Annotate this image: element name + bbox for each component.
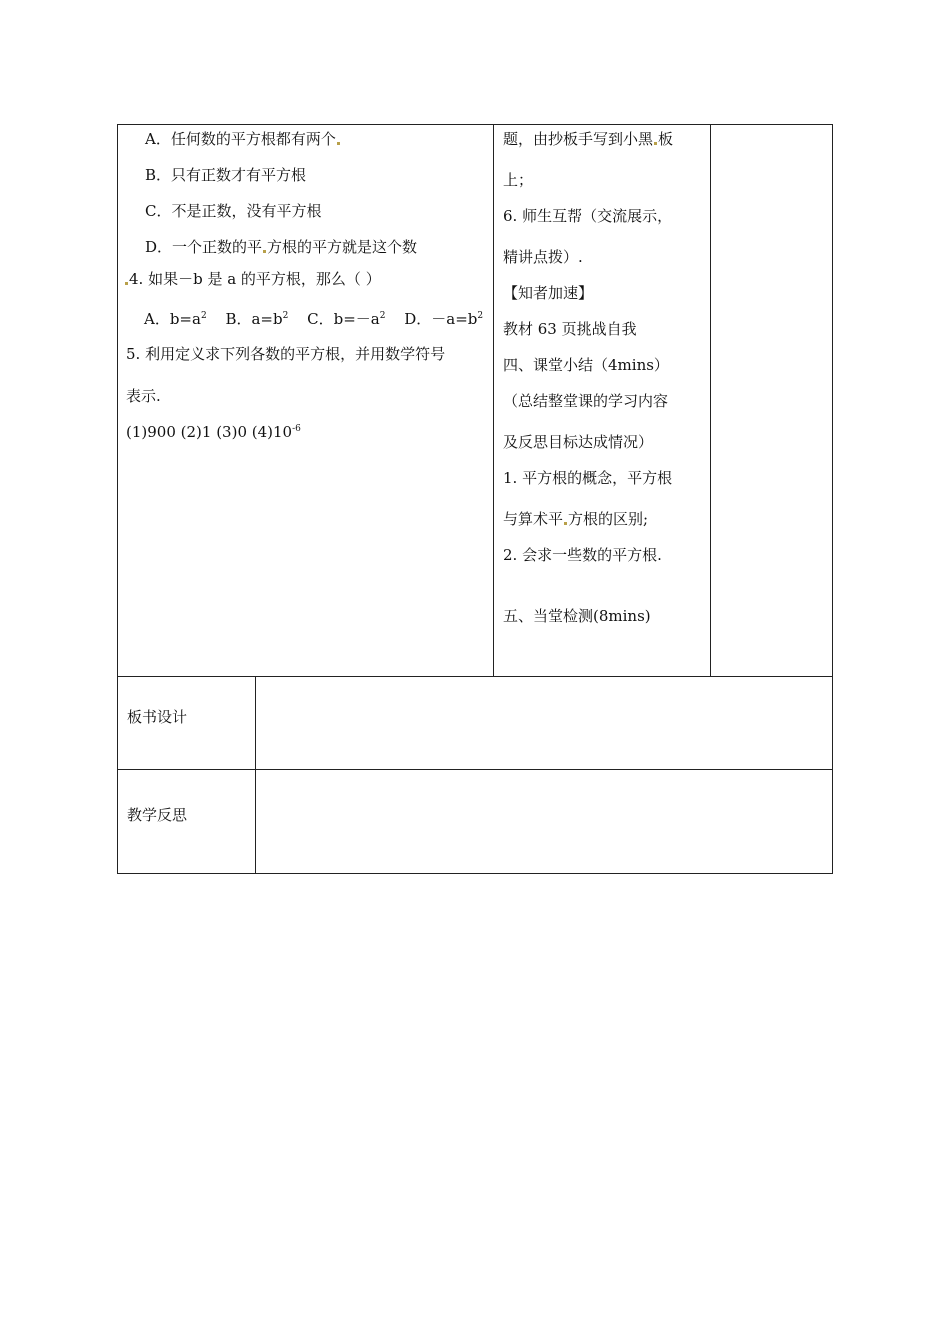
mid-line-4: 精讲点拨）.	[503, 248, 583, 266]
mark-dot	[654, 142, 657, 145]
column-divider-1	[493, 125, 494, 676]
mid-line-7: 四、课堂小结（4mins）	[503, 356, 669, 374]
mark-dot	[263, 250, 266, 253]
mid-line-8: （总结整堂课的学习内容	[503, 392, 669, 410]
lesson-plan-table	[117, 124, 833, 874]
mark-dot	[564, 522, 567, 525]
mid-line-13: 五、当堂检测(8mins)	[503, 607, 651, 625]
row-divider-1	[118, 676, 832, 677]
question-5-items: (1)900 (2)1 (3)0 $(4)10^{-6}$	[126, 423, 301, 441]
mid-line-6: 教材 63 页挑战自我	[503, 320, 637, 338]
row-divider-2	[118, 769, 832, 770]
mid-line-11: 与算术平 方根的区别;	[503, 510, 649, 528]
option-d: D．一个正数的平 方根的平方就是这个数	[145, 238, 418, 256]
option-a: A．任何数的平方根都有两个	[145, 129, 341, 149]
label-column-divider	[255, 676, 256, 874]
question-4: 4. 如果－b 是 a 的平方根，那么（ ）	[124, 269, 381, 289]
mid-line-5: 【知者加速】	[503, 284, 594, 302]
teaching-reflection-label: 教学反思	[127, 806, 188, 824]
mid-line-9: 及反思目标达成情况）	[503, 433, 654, 451]
board-design-label: 板书设计	[127, 708, 188, 726]
mid-line-10: 1. 平方根的概念，平方根	[503, 469, 673, 487]
mid-line-1: 题，由抄板手写到小黑 板	[503, 130, 674, 148]
mid-line-12: 2. 会求一些数的平方根.	[503, 546, 662, 564]
column-divider-2	[710, 125, 711, 676]
option-b: B．只有正数才有平方根	[145, 166, 307, 184]
question-5-line-1: 5. 利用定义求下列各数的平方根，并用数学符号	[126, 345, 446, 363]
mark-dot	[125, 282, 128, 285]
mark-dot	[337, 142, 340, 145]
mid-line-2: 上；	[503, 171, 534, 189]
mid-line-3: 6. 师生互帮（交流展示，	[503, 207, 673, 225]
question-5-line-2: 表示.	[126, 387, 161, 405]
question-4-options: A．$b=a^2$ B．$a=b^2$ C．$b=-a^2$ D．$-a=b^2$	[144, 310, 484, 328]
option-c: C．不是正数，没有平方根	[145, 202, 322, 220]
